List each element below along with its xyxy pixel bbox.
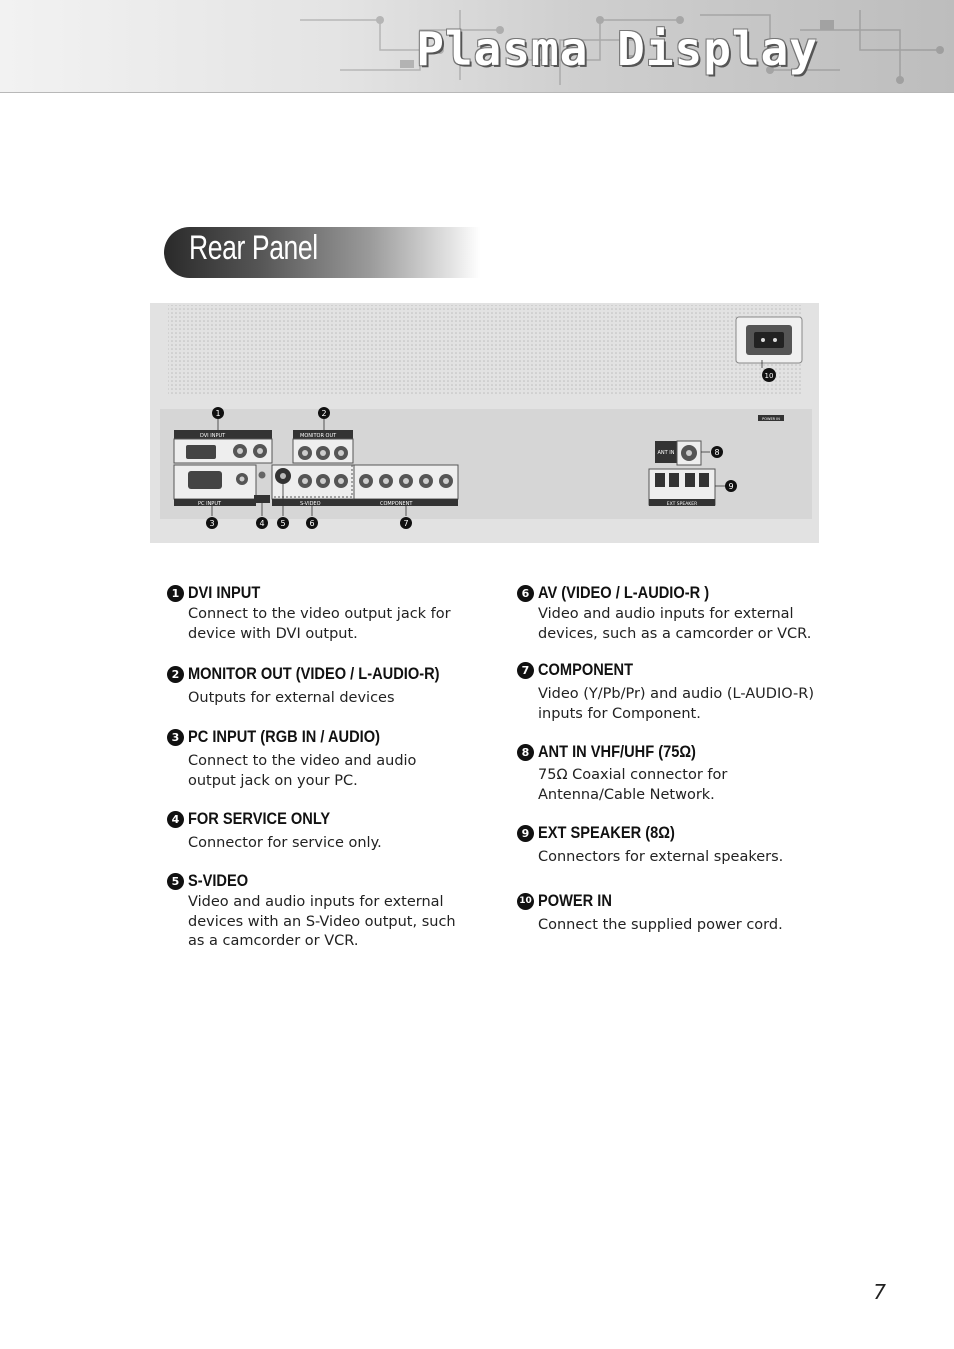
- item-number: 8: [517, 744, 534, 761]
- ext-speaker-terminals: [649, 469, 715, 507]
- item-ant-in: [517, 741, 837, 805]
- svg-text:5: 5: [280, 519, 286, 528]
- rear-panel-diagram: [150, 303, 819, 543]
- component-ports: [354, 465, 458, 507]
- section-title: Rear Panel: [189, 229, 318, 267]
- item-for-service-only: [167, 808, 487, 854]
- item-description: Video and audio inputs for external devices with an S-Video output, such as a camcorder or VCR.: [188, 894, 456, 949]
- item-description: Connector for service only.: [188, 835, 382, 851]
- item-title: FOR SERVICE ONLY: [188, 809, 331, 828]
- item-title: PC INPUT (RGB IN / AUDIO): [188, 727, 380, 746]
- svg-text:MONITOR OUT: MONITOR OUT: [300, 433, 337, 439]
- item-description: Video (Y/Pb/Pr) and audio (L-AUDIO-R) inputs for Component.: [538, 686, 815, 722]
- callout-3: [206, 517, 218, 529]
- item-pc-input: [167, 726, 487, 791]
- svg-text:4: 4: [259, 519, 265, 528]
- item-number: 10: [517, 893, 534, 910]
- svg-text:ANT IN: ANT IN: [657, 450, 675, 456]
- page-number: 7: [873, 1280, 886, 1304]
- item-description: Connect the supplied power cord.: [538, 917, 783, 933]
- page-title: Plasma Display: [416, 22, 818, 76]
- item-s-video: [167, 870, 487, 952]
- item-title: MONITOR OUT (VIDEO / L-AUDIO-R): [188, 664, 440, 683]
- callout-2: [318, 407, 330, 419]
- svg-text:DVI INPUT: DVI INPUT: [200, 433, 226, 439]
- item-description: Connect to the video output jack for device with DVI output.: [188, 606, 451, 642]
- item-number: 3: [167, 729, 184, 746]
- rear-panel-illustration: [150, 303, 819, 543]
- dvi-input-port: [174, 430, 272, 463]
- item-title: DVI INPUT: [188, 583, 261, 602]
- vent-grille: [168, 305, 802, 395]
- ant-in-port: [655, 441, 701, 465]
- callout-10: [762, 368, 776, 382]
- item-ext-speaker: [517, 822, 837, 868]
- callout-7: [400, 517, 412, 529]
- item-number: 7: [517, 662, 534, 679]
- item-number: 1: [167, 585, 184, 602]
- item-title: ANT IN VHF/UHF (75Ω): [538, 742, 696, 761]
- callout-1: [212, 407, 224, 419]
- power-in-socket: [736, 317, 802, 363]
- item-title: AV (VIDEO / L-AUDIO-R ): [538, 583, 710, 602]
- item-power-in: [517, 890, 837, 936]
- item-description: Connectors for external speakers.: [538, 849, 784, 865]
- callout-6: [306, 517, 318, 529]
- item-number: 2: [167, 666, 184, 683]
- svg-text:1: 1: [215, 409, 221, 418]
- item-title: S-VIDEO: [188, 871, 249, 890]
- svg-text:COMPONENT: COMPONENT: [380, 501, 413, 507]
- pc-input-port: [174, 465, 256, 507]
- svg-text:EXT SPEAKER: EXT SPEAKER: [666, 502, 698, 507]
- item-number: 5: [167, 873, 184, 890]
- callout-8: [711, 446, 723, 458]
- page-header: [0, 0, 954, 93]
- svg-text:9: 9: [728, 482, 734, 491]
- item-title: COMPONENT: [538, 660, 634, 679]
- item-description: Video and audio inputs for external devices, such as a camcorder or VCR.: [538, 606, 812, 642]
- svg-text:PC INPUT: PC INPUT: [198, 501, 222, 507]
- item-av: [517, 582, 837, 644]
- item-description: Outputs for external devices: [188, 690, 395, 706]
- item-number: 9: [517, 825, 534, 842]
- callout-5: [277, 517, 289, 529]
- item-monitor-out: [167, 663, 487, 709]
- svg-text:6: 6: [309, 519, 315, 528]
- svg-text:S-VIDEO: S-VIDEO: [300, 501, 321, 507]
- item-title: EXT SPEAKER (8Ω): [538, 823, 675, 842]
- monitor-out-ports: [293, 430, 353, 463]
- item-description: Connect to the video and audio output jack on your PC.: [188, 753, 417, 789]
- item-number: 6: [517, 585, 534, 602]
- svg-text:3: 3: [209, 519, 215, 528]
- item-description: 75Ω Coaxial connector for Antenna/Cable Network.: [538, 767, 728, 803]
- item-title: POWER IN: [538, 891, 612, 910]
- callout-9: [725, 480, 737, 492]
- svg-text:7: 7: [403, 519, 409, 528]
- item-number: 4: [167, 811, 184, 828]
- svg-text:10: 10: [764, 372, 774, 380]
- svg-text:2: 2: [321, 409, 327, 418]
- power-in-label: POWER IN: [762, 417, 780, 421]
- svg-text:8: 8: [714, 448, 720, 457]
- item-component: [517, 659, 837, 724]
- s-video-av-ports: [272, 465, 354, 507]
- item-dvi-input: [167, 582, 487, 644]
- callout-4: [256, 517, 268, 529]
